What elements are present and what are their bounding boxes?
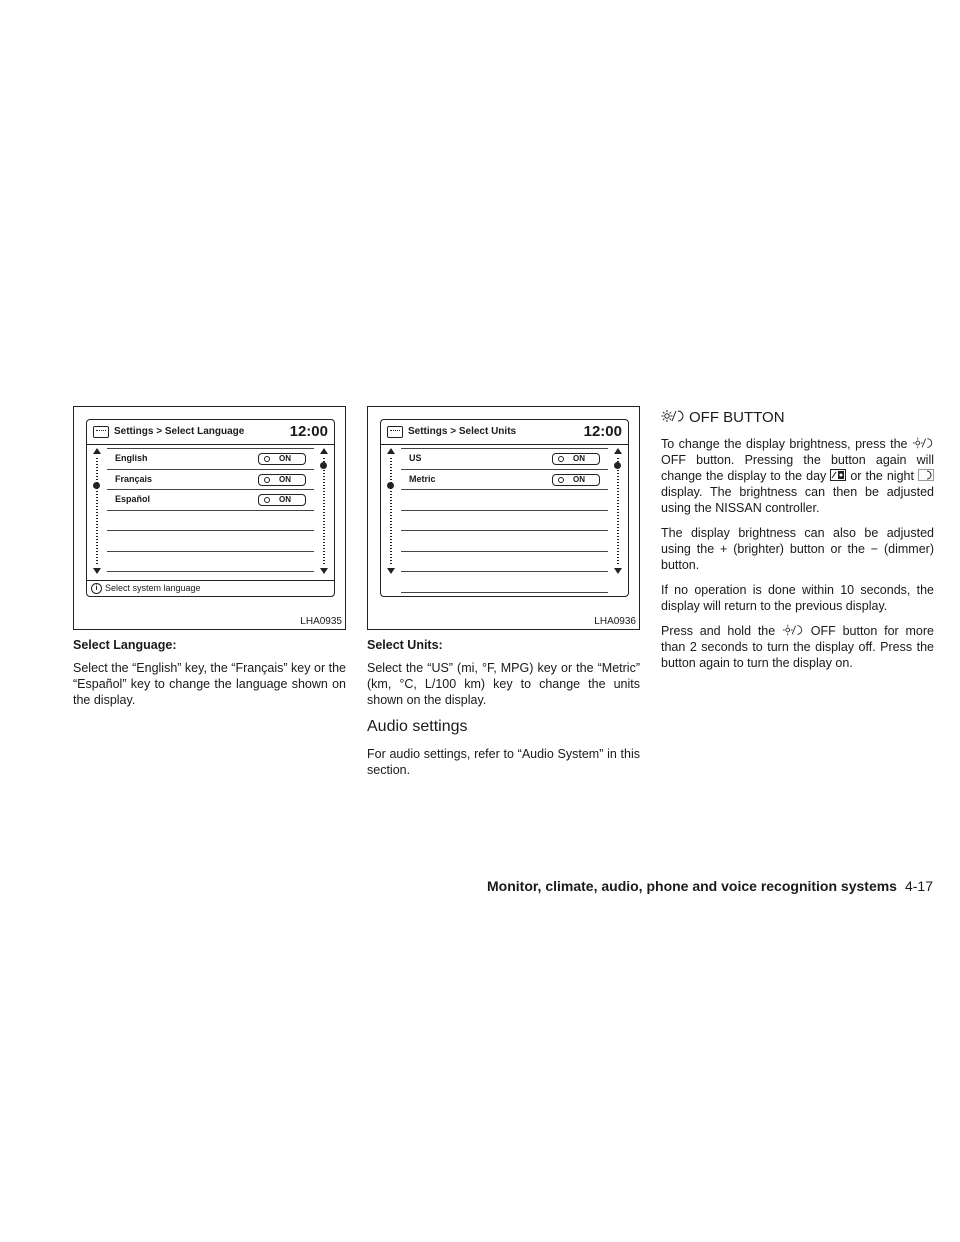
- left-scroll-indicator: [91, 448, 103, 574]
- off-button-p1: To change the display brightness, press the OFF button. Pressing the button again will change the display to the day or the night display. The brightness can then be adjusted using the NISSAN controller.: [661, 437, 934, 515]
- screen-clock: 12:00: [583, 423, 622, 440]
- row-label: Español: [115, 494, 151, 504]
- select-units-heading: Select Units:: [367, 638, 443, 652]
- radio-dot-icon: [558, 456, 564, 462]
- screen-title: Settings > Select Units: [408, 426, 517, 437]
- radio-dot-icon: [264, 497, 270, 503]
- day-mode-icon: [830, 469, 846, 481]
- section-title: Monitor, climate, audio, phone and voice recognition systems: [487, 878, 897, 894]
- select-language-body: Select the “English” key, the “Français” key or the “Español” key to change the language shown on the display.: [73, 661, 346, 707]
- empty-row: [107, 511, 314, 532]
- scroll-knob: [387, 482, 394, 489]
- row-label: US: [409, 453, 422, 463]
- figure-id: LHA0935: [300, 616, 342, 627]
- units-item-us[interactable]: [401, 448, 608, 470]
- figure-select-language: [73, 406, 346, 630]
- radio-dot-icon: [558, 477, 564, 483]
- audio-settings-body: For audio settings, refer to “Audio System” in this section.: [367, 747, 640, 777]
- page-footer: [487, 878, 933, 894]
- language-item-english[interactable]: [107, 448, 314, 470]
- arrow-up-icon: [387, 448, 395, 454]
- empty-row: [401, 490, 608, 511]
- off-button-p4: Press and hold the OFF button for more than 2 seconds to turn the display off. Press the button again to turn the display on.: [661, 624, 934, 670]
- empty-row: [401, 552, 608, 573]
- empty-row: [107, 531, 314, 552]
- screen-frame: [380, 419, 629, 597]
- sun-moon-icon: [782, 623, 804, 637]
- row-label: English: [115, 453, 148, 463]
- scroll-knob: [320, 462, 327, 469]
- empty-row: [401, 572, 608, 593]
- on-indicator: ON: [552, 474, 600, 486]
- arrow-up-icon: [320, 448, 328, 454]
- arrow-down-icon: [320, 568, 328, 574]
- column-right: [661, 406, 934, 680]
- info-icon: i: [91, 583, 102, 594]
- settings-menu-icon: [387, 426, 403, 438]
- screen-clock: 12:00: [289, 423, 328, 440]
- scroll-knob: [93, 482, 100, 489]
- audio-settings-heading: Audio settings: [367, 718, 468, 735]
- page-number: 4-17: [904, 878, 933, 894]
- row-label: Metric: [409, 473, 436, 484]
- on-indicator: ON: [552, 453, 600, 465]
- empty-row: [401, 531, 608, 552]
- off-button-p3: If no operation is done within 10 seconds, the display will return to the previous display.: [661, 583, 934, 613]
- radio-dot-icon: [264, 477, 270, 483]
- sun-moon-icon: [912, 436, 934, 450]
- empty-row: [401, 511, 608, 532]
- on-indicator: ON: [258, 453, 306, 465]
- left-scroll-indicator: [385, 448, 397, 574]
- select-units-body: Select the “US” (mi, °F, MPG) key or the “Metric” (km, °C, L/100 km) key to change the units shown on the display.: [367, 661, 640, 707]
- row-label: Français: [115, 473, 153, 484]
- figure-id: LHA0936: [594, 616, 636, 627]
- radio-dot-icon: [264, 456, 270, 462]
- screen-header: [87, 420, 334, 445]
- language-item-espanol[interactable]: [107, 490, 314, 511]
- units-item-metric[interactable]: [401, 470, 608, 491]
- screen-hint: Select system language: [105, 583, 201, 593]
- screen-header: [381, 420, 628, 445]
- scroll-knob: [614, 462, 621, 469]
- arrow-down-icon: [387, 568, 395, 574]
- right-scroll-indicator: [612, 448, 624, 574]
- figure-select-units: [367, 406, 640, 630]
- select-language-heading: Select Language:: [73, 638, 177, 652]
- off-button-heading: OFF BUTTON: [661, 408, 934, 426]
- sun-moon-icon: [661, 408, 685, 424]
- screen-footer: [87, 580, 334, 596]
- night-mode-icon: [918, 469, 934, 481]
- column-left: [73, 406, 346, 717]
- language-item-francais[interactable]: [107, 470, 314, 491]
- right-scroll-indicator: [318, 448, 330, 574]
- arrow-up-icon: [614, 448, 622, 454]
- settings-menu-icon: [93, 426, 109, 438]
- on-indicator: ON: [258, 494, 306, 506]
- screen-frame: [86, 419, 335, 597]
- on-indicator: ON: [258, 474, 306, 486]
- units-list: [401, 448, 608, 593]
- arrow-down-icon: [614, 568, 622, 574]
- column-middle: [367, 406, 640, 787]
- arrow-down-icon: [93, 568, 101, 574]
- empty-row: [107, 552, 314, 573]
- off-button-p2: The display brightness can also be adjusted using the + (brighter) button or the − (dimmer) button.: [661, 526, 934, 572]
- screen-title: Settings > Select Language: [114, 426, 245, 437]
- language-list: [107, 448, 314, 572]
- arrow-up-icon: [93, 448, 101, 454]
